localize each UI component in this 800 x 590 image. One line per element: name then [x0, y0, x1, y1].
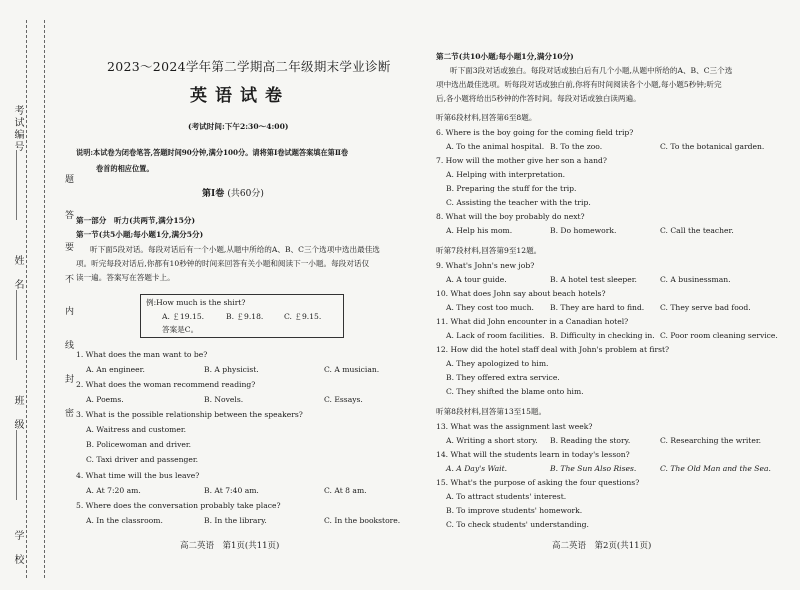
q15-option-c: C. To check students' understanding. — [446, 520, 589, 529]
q5-option-b: B. In the library. — [204, 516, 267, 525]
seal-char: 不 — [65, 275, 75, 285]
example-option-c: C. ￡9.15. — [284, 312, 322, 321]
example-question: 例:How much is the shirt? — [146, 298, 246, 307]
question-3: 3. What is the possible relationship between the speakers? — [76, 410, 303, 419]
q8-option-a: A. Help his mom. — [446, 226, 513, 235]
class-blank — [16, 430, 17, 500]
note-line-2: 卷首的相应位置。 — [96, 164, 154, 173]
q1-option-a: A. An engineer. — [86, 365, 145, 374]
q14-option-b: B. The Sun Also Rises. — [550, 464, 637, 473]
q15-option-a: A. To attract students' interest. — [446, 492, 567, 501]
question-4: 4. What time will the bus leave? — [76, 471, 200, 480]
question-13: 13. What was the assignment last week? — [436, 422, 593, 431]
page-2 — [432, 0, 790, 590]
exam-time: (考试时间:下午2:30～4:00) — [188, 122, 289, 131]
note-line-1: 说明:本试卷为闭卷笔答,答题时间90分钟,满分100分。请将第Ⅰ卷试题答案填在第Ⅱ卷 — [76, 148, 349, 157]
q8-option-b: B. Do homework. — [550, 226, 617, 235]
dashed-binding-line — [26, 20, 27, 578]
q4-option-b: B. At 7:40 am. — [204, 486, 259, 495]
question-11: 11. What did John encounter in a Canadian hotel? — [436, 317, 629, 326]
section-2-instruction-2: 项中选出最佳选项。听每段对话或独白前,你将有时间阅读各个小题,每小题5秒钟;听完 — [436, 80, 722, 89]
seal-char: 答 — [65, 211, 75, 221]
q12-option-c: C. They shifted the blame onto him. — [446, 387, 584, 396]
q14-option-a: A. A Day's Wait. — [446, 464, 508, 473]
q7-option-b: B. Preparing the stuff for the trip. — [446, 184, 577, 193]
q2-option-a: A. Poems. — [86, 395, 124, 404]
seal-char: 内 — [65, 307, 75, 317]
q6-option-a: A. To the animal hospital. — [446, 142, 545, 151]
example-option-b: B. ￡9.18. — [226, 312, 264, 321]
name-label: 姓 名 — [12, 255, 23, 291]
exam-number-label: 考试编号 — [12, 105, 23, 153]
section-2-instruction-1: 听下面3段对话或独白。每段对话或独白后有几个小题,从题中所给的A、B、C三个选 — [450, 66, 733, 75]
question-10: 10. What does John say about beach hotels? — [436, 289, 606, 298]
question-2: 2. What does the woman recommend reading? — [76, 380, 256, 389]
instruction-line-1: 听下面5段对话。每段对话后有一个小题,从题中所给的A、B、C三个选项中选出最佳选 — [90, 245, 380, 254]
q6-option-c: C. To the botanical garden. — [660, 142, 765, 151]
q11-option-a: A. Lack of room facilities. — [446, 331, 545, 340]
question-1: 1. What does the man want to be? — [76, 350, 208, 359]
main-title: 英语试卷 — [190, 86, 290, 106]
volume-1-score: (共60分) — [227, 189, 264, 199]
exam-number-blank — [16, 150, 17, 220]
name-blank — [16, 290, 17, 360]
school-label: 学 校 — [12, 530, 23, 566]
question-12: 12. How did the hotel staff deal with John's problem at first? — [436, 345, 670, 354]
seal-char: 题 — [65, 175, 75, 185]
seal-char: 要 — [65, 243, 75, 253]
binding-margin — [0, 0, 62, 590]
q1-option-c: C. A musician. — [324, 365, 380, 374]
q11-option-c: C. Poor room cleaning service. — [660, 331, 778, 340]
q12-option-a: A. They apologized to him. — [446, 359, 549, 368]
q5-option-a: A. In the classroom. — [86, 516, 163, 525]
q9-option-b: B. A hotel test sleeper. — [550, 275, 637, 284]
q11-option-b: B. Difficulty in checking in. — [550, 331, 655, 340]
question-14: 14. What will the students learn in today's lesson? — [436, 450, 630, 459]
q8-option-c: C. Call the teacher. — [660, 226, 734, 235]
q9-option-a: A. A tour guide. — [446, 275, 507, 284]
section-2-instruction-3: 后,各小题将给出5秒钟的作答时间。每段对话或独白读两遍。 — [436, 94, 641, 103]
exam-title: 2023～2024学年第二学期高二年级期末学业诊断 — [107, 59, 391, 74]
seal-char: 线 — [65, 341, 75, 351]
q10-option-a: A. They cost too much. — [446, 303, 534, 312]
volume-1-title: 第Ⅰ卷 — [202, 189, 225, 199]
section-2-heading: 第二节(共10小题;每小题1分,满分10分) — [436, 52, 574, 61]
q6-option-b: B. To the zoo. — [550, 142, 603, 151]
lead-6: 听第6段材料,回答第6至8题。 — [436, 113, 537, 122]
q10-option-b: B. They are hard to find. — [550, 303, 645, 312]
question-9: 9. What's John's new job? — [436, 261, 535, 270]
question-8: 8. What will the boy probably do next? — [436, 212, 585, 221]
instruction-line-3: 读一遍。答案写在答题卡上。 — [76, 273, 175, 282]
q4-option-a: A. At 7:20 am. — [86, 486, 141, 495]
section-1-heading: 第一节(共5小题;每小题1分,满分5分) — [76, 230, 204, 239]
class-label: 班 级 — [12, 395, 23, 431]
seal-char: 封 — [65, 375, 75, 385]
example-option-a: A. ￡19.15. — [162, 312, 205, 321]
dashed-binding-line-2 — [44, 20, 45, 578]
q3-option-c: C. Taxi driver and passenger. — [86, 455, 199, 464]
question-6: 6. Where is the boy going for the coming field trip? — [436, 128, 634, 137]
page-2-footer: 高二英语 第2页(共11页) — [552, 541, 652, 551]
q10-option-c: C. They serve bad food. — [660, 303, 751, 312]
q15-option-b: B. To improve students' homework. — [446, 506, 583, 515]
q5-option-c: C. In the bookstore. — [324, 516, 401, 525]
q9-option-c: C. A businessman. — [660, 275, 731, 284]
q14-option-c: C. The Old Man and the Sea. — [660, 464, 771, 473]
q2-option-c: C. Essays. — [324, 395, 363, 404]
q4-option-c: C. At 8 am. — [324, 486, 367, 495]
instruction-line-2: 项。听完每段对话后,你都有10秒钟的时间来回答有关小题和阅读下一小题。每段对话仅 — [76, 259, 370, 268]
part-1-heading: 第一部分 听力(共两节,满分15分) — [76, 216, 196, 225]
q7-option-c: C. Assisting the teacher with the trip. — [446, 198, 591, 207]
q7-option-a: A. Helping with interpretation. — [446, 170, 566, 179]
q13-option-c: C. Researching the writer. — [660, 436, 762, 445]
q3-option-a: A. Waitress and customer. — [86, 425, 187, 434]
lead-8: 听第8段材料,回答第13至15题。 — [436, 407, 547, 416]
question-15: 15. What's the purpose of asking the four questions? — [436, 478, 640, 487]
seal-char: 密 — [65, 409, 75, 419]
page-1 — [72, 0, 402, 590]
q12-option-b: B. They offered extra service. — [446, 373, 560, 382]
lead-7: 听第7段材料,回答第9至12题。 — [436, 246, 542, 255]
volume-1-heading — [202, 190, 264, 199]
q13-option-b: B. Reading the story. — [550, 436, 631, 445]
q13-option-a: A. Writing a short story. — [446, 436, 538, 445]
q2-option-b: B. Novels. — [204, 395, 244, 404]
q3-option-b: B. Policewoman and driver. — [86, 440, 192, 449]
example-answer: 答案是C。 — [162, 325, 199, 334]
page-1-footer: 高二英语 第1页(共11页) — [180, 541, 280, 551]
question-7: 7. How will the mother give her son a hand? — [436, 156, 607, 165]
q1-option-b: B. A physicist. — [204, 365, 259, 374]
question-5: 5. Where does the conversation probably take place? — [76, 501, 281, 510]
